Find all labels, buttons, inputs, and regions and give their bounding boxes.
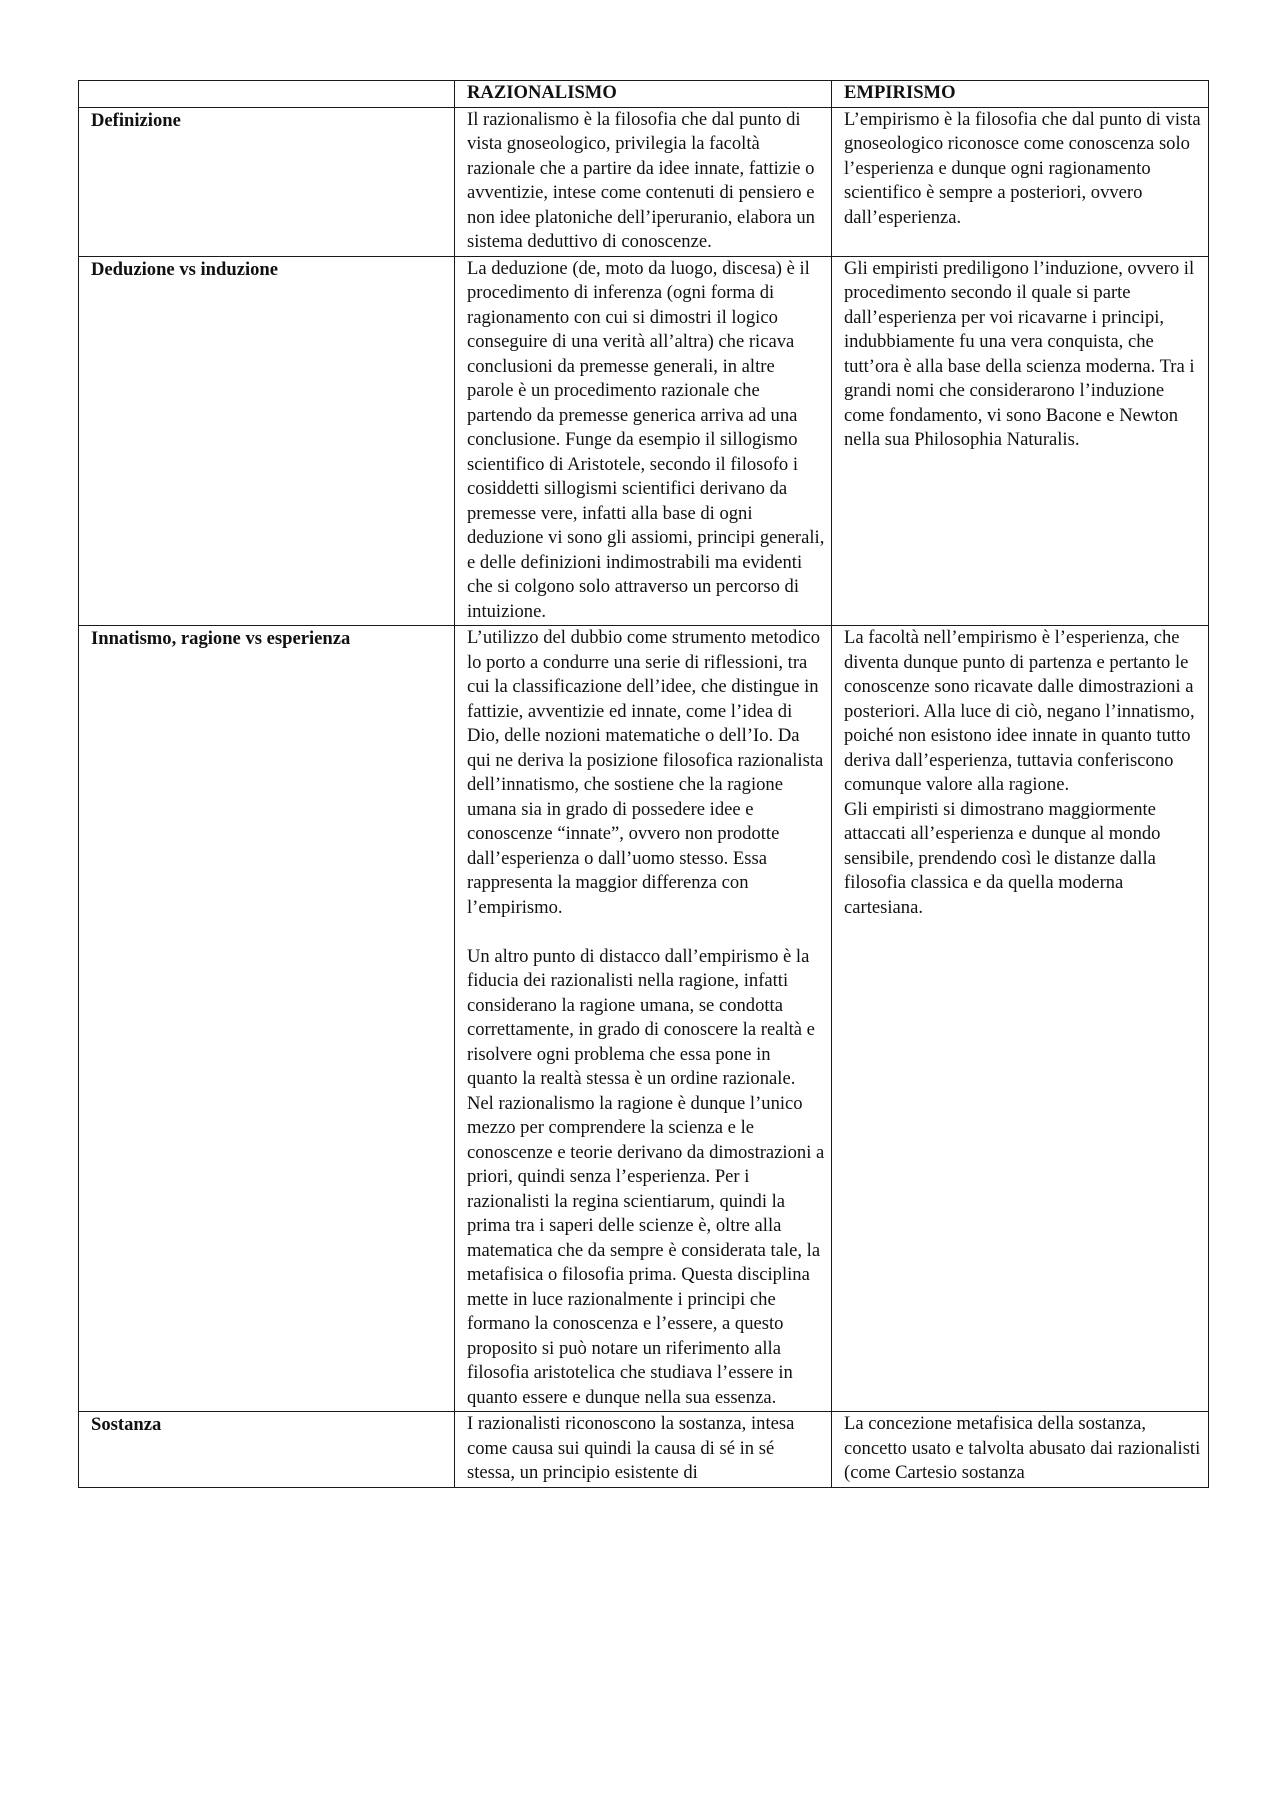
- row-label: Deduzione vs induzione: [79, 256, 455, 626]
- paragraph: L’utilizzo del dubbio come strumento metodico lo porto a condurre una serie di riflessioni, tra cui la classificazione dell’idee, che distingue in fattizie, avventizie ed innate, come l’idea di Dio, delle nozioni matematiche o dell’Io. Da qui ne deriva la posizione filosofica razionalista dell’innatismo, che sostiene che la ragione umana sia in grado di possedere idee e conoscenze “innate”, ovvero non prodotte dall’esperienza o dall’uomo stesso. Essa rappresenta la maggior differenza con l’empirismo.: [467, 627, 824, 918]
- row-label: Innatismo, ragione vs esperienza: [79, 626, 455, 1412]
- header-empty-cell: [79, 81, 455, 108]
- table-row-sostanza: [79, 1412, 1209, 1488]
- razionalismo-cell: [455, 626, 832, 1412]
- header-razionalismo: RAZIONALISMO: [455, 81, 832, 108]
- paragraph: La facoltà nell’empirismo è l’esperienza, che diventa dunque punto di partenza e pertanto le conoscenze sono ricavate dalle dimostrazioni a posteriori. Alla luce di ciò, negano l’innatismo, poiché non esistono idee innate in quanto tutto deriva dall’esperienza, tuttavia conferiscono comunque valore alla ragione.: [844, 627, 1195, 795]
- empirismo-cell: [832, 1412, 1209, 1488]
- razionalismo-cell: [455, 256, 832, 626]
- empirismo-cell: [832, 626, 1209, 1412]
- table-row-deduzione: [79, 256, 1209, 626]
- paragraph: Gli empiristi si dimostrano maggiormente attaccati all’esperienza e dunque al mondo sensibile, prendendo così le distanze dalla filosofia classica e da quella moderna cartesiana.: [844, 798, 1161, 918]
- paragraph: La deduzione (de, moto da luogo, discesa) è il procedimento di inferenza (ogni forma di ragionamento con cui si dimostri il logico conseguire di una verità all’altra) che ricava conclusioni da premesse generali, in altre parole è un procedimento razionale che partendo da premesse generica arriva ad una conclusione. Funge da esempio il sillogismo scientifico di Aristotele, secondo il filosofo i cosiddetti sillogismi scientifici derivano da premesse vere, infatti alla base di ogni deduzione vi sono gli assiomi, principi generali, e delle definizioni indimostrabili ma evidenti che si colgono solo attraverso un percorso di intuizione.: [467, 257, 825, 622]
- paragraph: Un altro punto di distacco dall’empirismo è la fiducia dei razionalisti nella ragione, infatti considerano la ragione umana, se condotta correttamente, in grado di conoscere la realtà e risolvere ogni problema che essa pone in quanto la realtà stessa è un ordine razionale. Nel razionalismo la ragione è dunque l’unico mezzo per comprendere la scienza e le conoscenze e teorie derivano da dimostrazioni a priori, quindi senza l’esperienza. Per i razionalisti la regina scientiarum, quindi la prima tra i saperi delle scienze è, oltre alla matematica che da sempre è considerata tale, la metafisica o filosofia prima. Questa disciplina mette in luce razionalmente i principi che formano la conoscenza e l’essere, a questo proposito si può notare un riferimento alla filosofia aristotelica che studiava l’essere in quanto essere e dunque nella sua essenza.: [467, 945, 825, 1408]
- table-row-innatismo: [79, 626, 1209, 1412]
- paragraph: I razionalisti riconoscono la sostanza, intesa come causa sui quindi la causa di sé in sé stessa, un principio esistente di: [467, 1413, 795, 1483]
- paragraph: La concezione metafisica della sostanza, concetto usato e talvolta abusato dai razionalisti (come Cartesio sostanza: [844, 1413, 1201, 1483]
- header-empirismo: EMPIRISMO: [832, 81, 1209, 108]
- table-row-definizione: [79, 107, 1209, 256]
- paragraph: L’empirismo è la filosofia che dal punto di vista gnoseologico riconosce come conoscenza solo l’esperienza e dunque ogni ragionamento scientifico è sempre a posteriori, ovvero dall’esperienza.: [844, 108, 1201, 228]
- empirismo-cell: [832, 107, 1209, 256]
- paragraph: Il razionalismo è la filosofia che dal punto di vista gnoseologico, privilegia la facoltà razionale che a partire da idee innate, fattizie o avventizie, intese come contenuti di pensiero e non idee platoniche dell’iperuranio, elabora un sistema deduttivo di conoscenze.: [467, 108, 815, 252]
- row-label: Definizione: [79, 107, 455, 256]
- comparison-table: [78, 80, 1209, 1488]
- razionalismo-cell: [455, 107, 832, 256]
- paragraph: Gli empiristi prediligono l’induzione, ovvero il procedimento secondo il quale si parte dall’esperienza per voi ricavarne i principi, indubbiamente fu una vera conquista, che tutt’ora è alla base della scienza moderna. Tra i grandi nomi che considerarono l’induzione come fondamento, vi sono Bacone e Newton nella sua Philosophia Naturalis.: [844, 257, 1195, 450]
- razionalismo-cell: [455, 1412, 832, 1488]
- empirismo-cell: [832, 256, 1209, 626]
- header-row: [79, 81, 1209, 108]
- row-label: Sostanza: [79, 1412, 455, 1488]
